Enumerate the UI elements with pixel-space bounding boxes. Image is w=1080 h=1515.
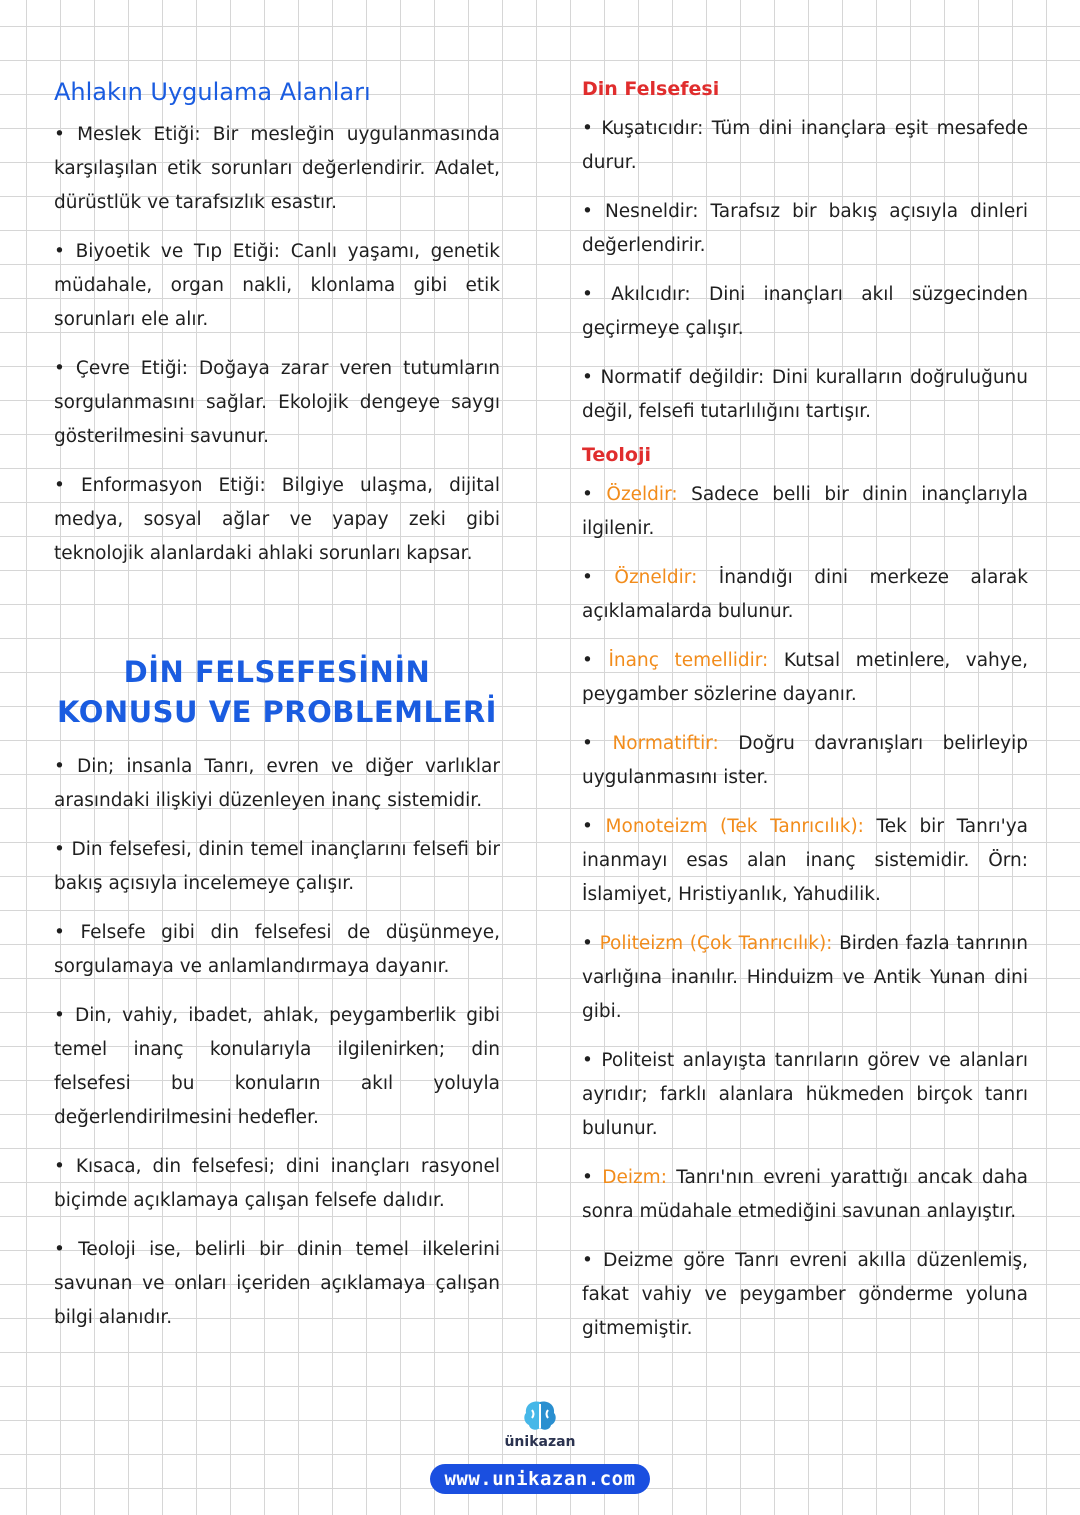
ahlak-heading: Ahlakın Uygulama Alanları <box>54 78 371 106</box>
term-text: Tanrı'nın evreni yarattığı ancak daha sonra müdahale etmediğini savunan anlayıştır. <box>582 1167 1029 1222</box>
brain-logo-icon <box>520 1398 560 1432</box>
list-item <box>582 644 1028 712</box>
list-item: • Enformasyon Etiği: Bilgiye ulaşma, dijital medya, sosyal ağlar ve yapay zeki gibi teknolojik alanlardaki ahlaki sorunları kapsar. <box>54 475 500 564</box>
list-item: • Teoloji ise, belirli bir dinin temel ilkelerini savunan ve onları içeriden açıklamaya çalışan bilgi alanıdır. <box>54 1239 500 1328</box>
term-label: Politeizm (Çok Tanrıcılık): <box>599 933 833 954</box>
list-item: • Din; insanla Tanrı, evren ve diğer varlıklar arasındaki ilişkiyi düzenleyen inanç sistemidir. <box>54 756 500 811</box>
website-link[interactable]: www.unikazan.com <box>430 1464 649 1494</box>
brand-name: ünikazan <box>504 1434 576 1450</box>
term-label: İnanç temellidir: <box>608 650 769 671</box>
term-label: Özneldir: <box>614 567 698 588</box>
section-title: DİN FELSEFESİNİN KONUSU VE PROBLEMLERİ <box>57 655 497 729</box>
list-item <box>582 810 1028 912</box>
list-item: • Kısaca, din felsefesi; dini inançları rasyonel biçimde açıklamaya çalışan felsefe dalıdır. <box>54 1156 500 1211</box>
list-item: • Din felsefesi, dinin temel inançlarını felsefi bir bakış açısıyla incelemeye çalışır. <box>54 839 500 894</box>
list-item: • Politeist anlayışta tanrıların görev ve alanları ayrıdır; farklı alanlara hükmeden birçok tanrı bulunur. <box>582 1050 1028 1139</box>
term-text: Kutsal metinlere, vahye, peygamber sözlerine dayanır. <box>582 650 1028 705</box>
list-item: • Deizme göre Tanrı evreni akılla düzenlemiş, fakat vahiy ve peygamber gönderme yoluna gitmemiştir. <box>582 1250 1028 1339</box>
term-text: Tek bir Tanrı'ya inanmayı esas alan inanç sistemidir. Örn: İslamiyet, Hristiyanlık, Yahudilik. <box>582 816 1028 905</box>
term-text: İnandığı dini merkeze alarak açıklamalarda bulunur. <box>582 567 1028 622</box>
list-item: • Meslek Etiği: Bir mesleğin uygulanmasında karşılaşılan etik sorunları değerlendirir. Adalet, dürüstlük ve tarafsızlık esastır. <box>54 124 500 213</box>
right-column <box>582 78 1028 1361</box>
list-item: • Normatif değildir: Dini kuralların doğruluğunu değil, felsefi tutarlılığını tartışır. <box>582 367 1028 422</box>
list-item: • Din, vahiy, ibadet, ahlak, peygamberlik gibi temel inanç konularıyla ilgilenirken; din felsefesi bu konuların akıl yoluyla değerlendirilmesini hedefler. <box>54 1005 500 1128</box>
bullet: • <box>582 650 609 671</box>
bullet: • <box>582 567 615 588</box>
term-label: Özeldir: <box>606 484 678 505</box>
term-text: Birden fazla tanrının varlığına inanılır. Hinduizm ve Antik Yunan dini gibi. <box>582 933 1028 1022</box>
term-label: Normatiftir: <box>612 733 719 754</box>
footer <box>0 1398 1080 1494</box>
list-item: • Çevre Etiği: Doğaya zarar veren tutumların sorgulanmasını sağlar. Ekolojik dengeye saygı gösterilmesini savunur. <box>54 358 500 447</box>
list-item <box>582 561 1028 629</box>
term-label: Monoteizm (Tek Tanrıcılık): <box>605 816 864 837</box>
term-label: Deizm: <box>602 1167 667 1188</box>
left-column <box>54 78 500 1350</box>
term-text: Doğru davranışları belirleyip uygulanmasını ister. <box>582 733 1028 788</box>
bullet: • <box>582 933 600 954</box>
list-item <box>582 927 1028 1029</box>
bullet: • <box>582 484 607 505</box>
list-item: • Felsefe gibi din felsefesi de düşünmeye, sorgulamaya ve anlamlandırmaya dayanır. <box>54 922 500 977</box>
din-felsefesi-heading: Din Felsefesi <box>582 78 720 100</box>
bullet: • <box>582 733 613 754</box>
bullet: • <box>582 816 606 837</box>
list-item <box>582 727 1028 795</box>
list-item <box>582 478 1028 546</box>
list-item <box>582 1161 1028 1229</box>
teoloji-heading: Teoloji <box>582 444 651 466</box>
list-item: • Kuşatıcıdır: Tüm dini inançlara eşit mesafede durur. <box>582 118 1028 173</box>
list-item: • Nesneldir: Tarafsız bir bakış açısıyla dinleri değerlendirir. <box>582 201 1028 256</box>
list-item: • Akılcıdır: Dini inançları akıl süzgecinden geçirmeye çalışır. <box>582 284 1028 339</box>
bullet: • <box>582 1167 603 1188</box>
term-text: Sadece belli bir dinin inançlarıyla ilgilenir. <box>582 484 1028 539</box>
list-item: • Biyoetik ve Tıp Etiği: Canlı yaşamı, genetik müdahale, organ nakli, klonlama gibi etik sorunları ele alır. <box>54 241 500 330</box>
spacer <box>54 586 500 652</box>
